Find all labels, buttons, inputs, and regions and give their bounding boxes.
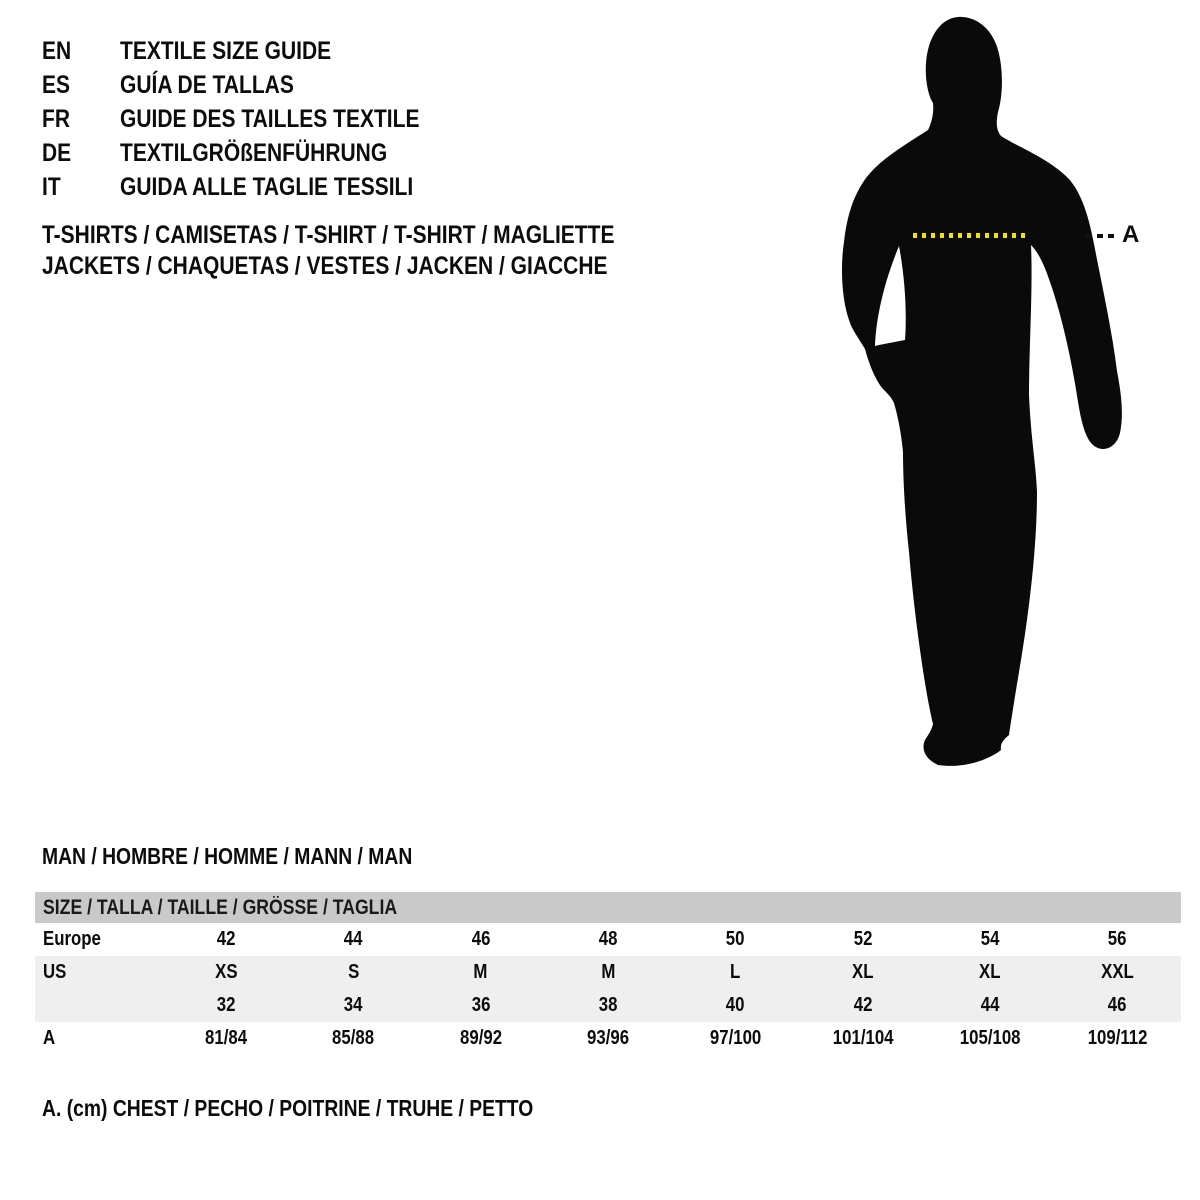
measure-callout-dashes (1086, 234, 1114, 238)
table-cell: 42 (216, 928, 236, 950)
language-row-es (42, 68, 477, 102)
language-list (42, 34, 477, 204)
table-cell: 52 (853, 928, 873, 950)
measurement-footnote (42, 1095, 627, 1122)
table-cell: 50 (725, 928, 745, 950)
language-row-en (42, 34, 477, 68)
table-cell: XS (214, 961, 238, 983)
table-row-europe (35, 923, 1181, 956)
table-cell: 48 (598, 928, 618, 950)
measurement-footnote-text: A. (cm) CHEST / PECHO / POITRINE / TRUHE / PETTO (42, 1095, 534, 1121)
language-row-fr (42, 102, 477, 136)
category-line-tshirts-text: T-SHIRTS / CAMISETAS / T-SHIRT / T-SHIRT / MAGLIETTE (42, 221, 615, 249)
table-cell: 85/88 (332, 1027, 375, 1049)
size-table-header-text: SIZE / TALLA / TAILLE / GRÖSSE / TAGLIA (43, 895, 398, 919)
table-cell: 36 (471, 994, 491, 1016)
category-line-jackets (42, 251, 723, 282)
table-cell: 40 (725, 994, 745, 1016)
table-cell: 56 (1107, 928, 1127, 950)
table-cell: 42 (853, 994, 873, 1016)
language-guide-title: TEXTILGRÖßENFÜHRUNG (120, 138, 388, 167)
table-cell: M (600, 961, 615, 983)
table-cell: XL (851, 961, 874, 983)
language-code: DE (42, 138, 72, 167)
table-cell: 105/108 (959, 1027, 1021, 1049)
table-cell: 46 (471, 928, 491, 950)
table-cell: 38 (598, 994, 618, 1016)
language-code: EN (42, 36, 72, 65)
language-guide-title: GUIDA ALLE TAGLIE TESSILI (120, 172, 414, 201)
table-cell: 89/92 (459, 1027, 502, 1049)
row-label: US (43, 961, 67, 983)
table-cell: 32 (216, 994, 236, 1016)
table-cell: M (473, 961, 488, 983)
table-cell: 44 (980, 994, 1000, 1016)
language-guide-title: TEXTILE SIZE GUIDE (120, 36, 332, 65)
table-cell: 101/104 (832, 1027, 894, 1049)
row-label (35, 994, 162, 1017)
man-heading-text: MAN / HOMBRE / HOMME / MANN / MAN (42, 843, 413, 869)
size-table (35, 892, 1181, 1055)
table-cell: 97/100 (709, 1027, 762, 1049)
language-guide-title: GUIDE DES TAILLES TEXTILE (120, 104, 420, 133)
table-cell: 44 (343, 928, 363, 950)
row-label: Europe (43, 928, 101, 950)
man-heading (42, 843, 483, 870)
language-code: IT (42, 172, 61, 201)
table-cell: 109/112 (1087, 1027, 1148, 1049)
table-cell: S (347, 961, 359, 983)
language-row-de (42, 136, 477, 170)
measure-label-a: A (1122, 221, 1140, 248)
language-code: ES (42, 70, 71, 99)
language-row-it (42, 170, 477, 204)
chest-measure-dotted-line (913, 233, 1030, 238)
table-row-a (35, 1022, 1181, 1055)
table-cell: 54 (980, 928, 1000, 950)
table-cell: 81/84 (204, 1027, 248, 1049)
category-line-tshirts (42, 220, 723, 251)
language-guide-title: GUÍA DE TALLAS (120, 70, 294, 99)
row-label: A (43, 1027, 56, 1049)
table-cell: XXL (1100, 961, 1134, 983)
table-cell: 46 (1107, 994, 1127, 1016)
size-table-header (35, 892, 1181, 923)
category-line-jackets-text: JACKETS / CHAQUETAS / VESTES / JACKEN / GIACCHE (42, 252, 608, 280)
table-cell: 93/96 (586, 1027, 630, 1049)
table-cell: L (730, 961, 741, 983)
category-heading (42, 220, 723, 282)
table-row-row2 (35, 989, 1181, 1022)
language-code: FR (42, 104, 70, 133)
size-table-rows (35, 923, 1181, 1055)
table-cell: XL (979, 961, 1001, 983)
table-cell: 34 (343, 994, 363, 1016)
table-row-us (35, 956, 1181, 989)
